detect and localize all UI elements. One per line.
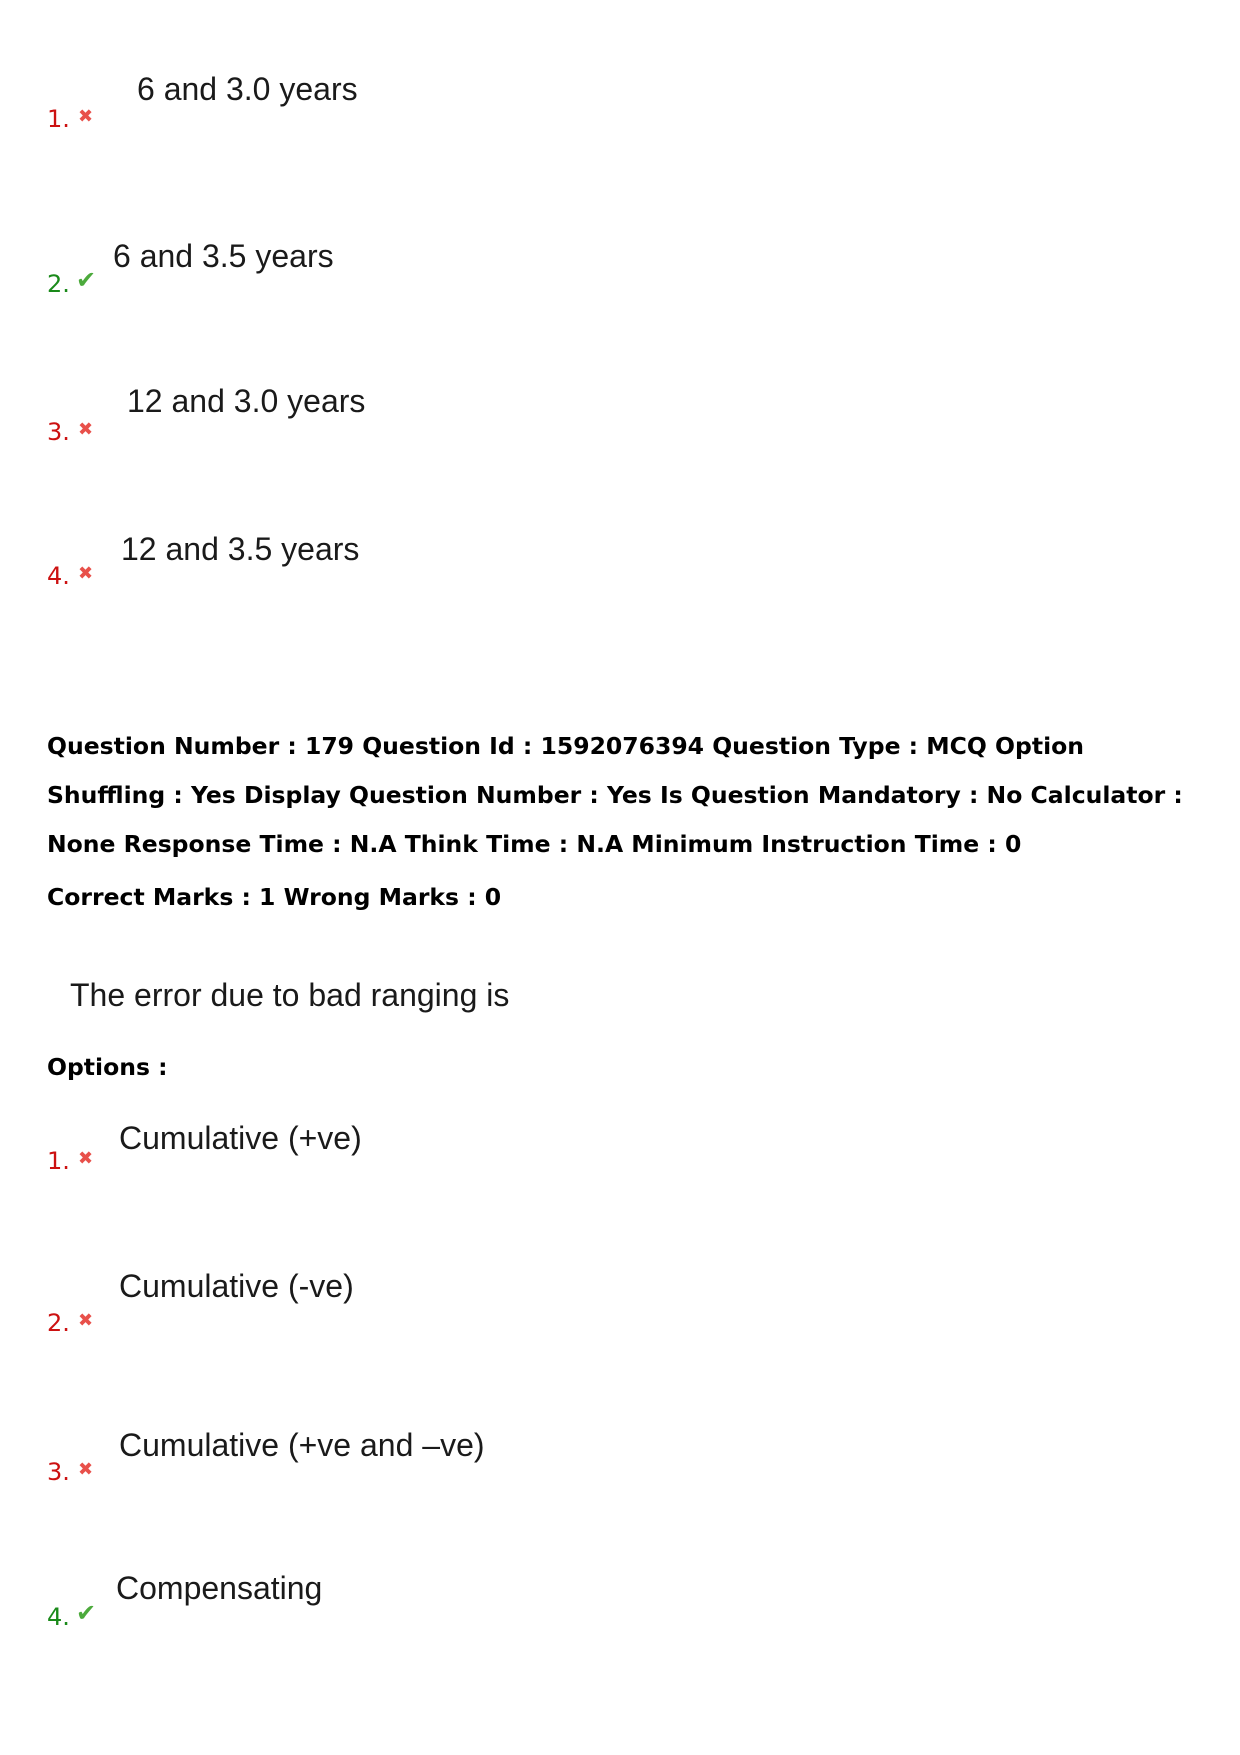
option-3-text: Cumulative (+ve and –ve) [119, 1427, 485, 1463]
prev-option-1-text: 6 and 3.0 years [137, 71, 358, 107]
option-2-number: 2. [47, 1309, 70, 1337]
cross-icon: ✖ [78, 563, 94, 584]
option-4-number: 4. [47, 1603, 70, 1631]
question-text: The error due to bad ranging is [70, 977, 510, 1013]
cross-icon: ✖ [78, 106, 94, 127]
prev-option-3-number: 3. [47, 418, 70, 446]
option-1-number: 1. [47, 1147, 70, 1175]
options-label: Options : [47, 1053, 168, 1081]
cross-icon: ✖ [78, 419, 94, 440]
prev-option-2-number: 2. [47, 270, 70, 298]
prev-option-4-number: 4. [47, 562, 70, 590]
check-icon: ✔ [76, 266, 97, 294]
cross-icon: ✖ [78, 1310, 94, 1331]
prev-option-2-text: 6 and 3.5 years [113, 238, 334, 274]
option-2-text: Cumulative (-ve) [119, 1268, 354, 1304]
prev-option-3-text: 12 and 3.0 years [127, 383, 366, 419]
check-icon: ✔ [76, 1599, 97, 1627]
question-marks: Correct Marks : 1 Wrong Marks : 0 [47, 883, 502, 911]
prev-option-1-number: 1. [47, 105, 70, 133]
option-3-number: 3. [47, 1458, 70, 1486]
cross-icon: ✖ [78, 1459, 94, 1480]
prev-option-4-text: 12 and 3.5 years [121, 531, 360, 567]
cross-icon: ✖ [78, 1148, 94, 1169]
question-meta: Question Number : 179 Question Id : 1592076394 Question Type : MCQ Option Shuffling : Yes Display Question Number : Yes Is Question Mandatory : No Calculator : None Response Time : N.A Think Time : N.A Minimum Instruction Time : 0 [47, 732, 1183, 858]
option-1-text: Cumulative (+ve) [119, 1120, 362, 1156]
option-4-text: Compensating [116, 1570, 323, 1606]
